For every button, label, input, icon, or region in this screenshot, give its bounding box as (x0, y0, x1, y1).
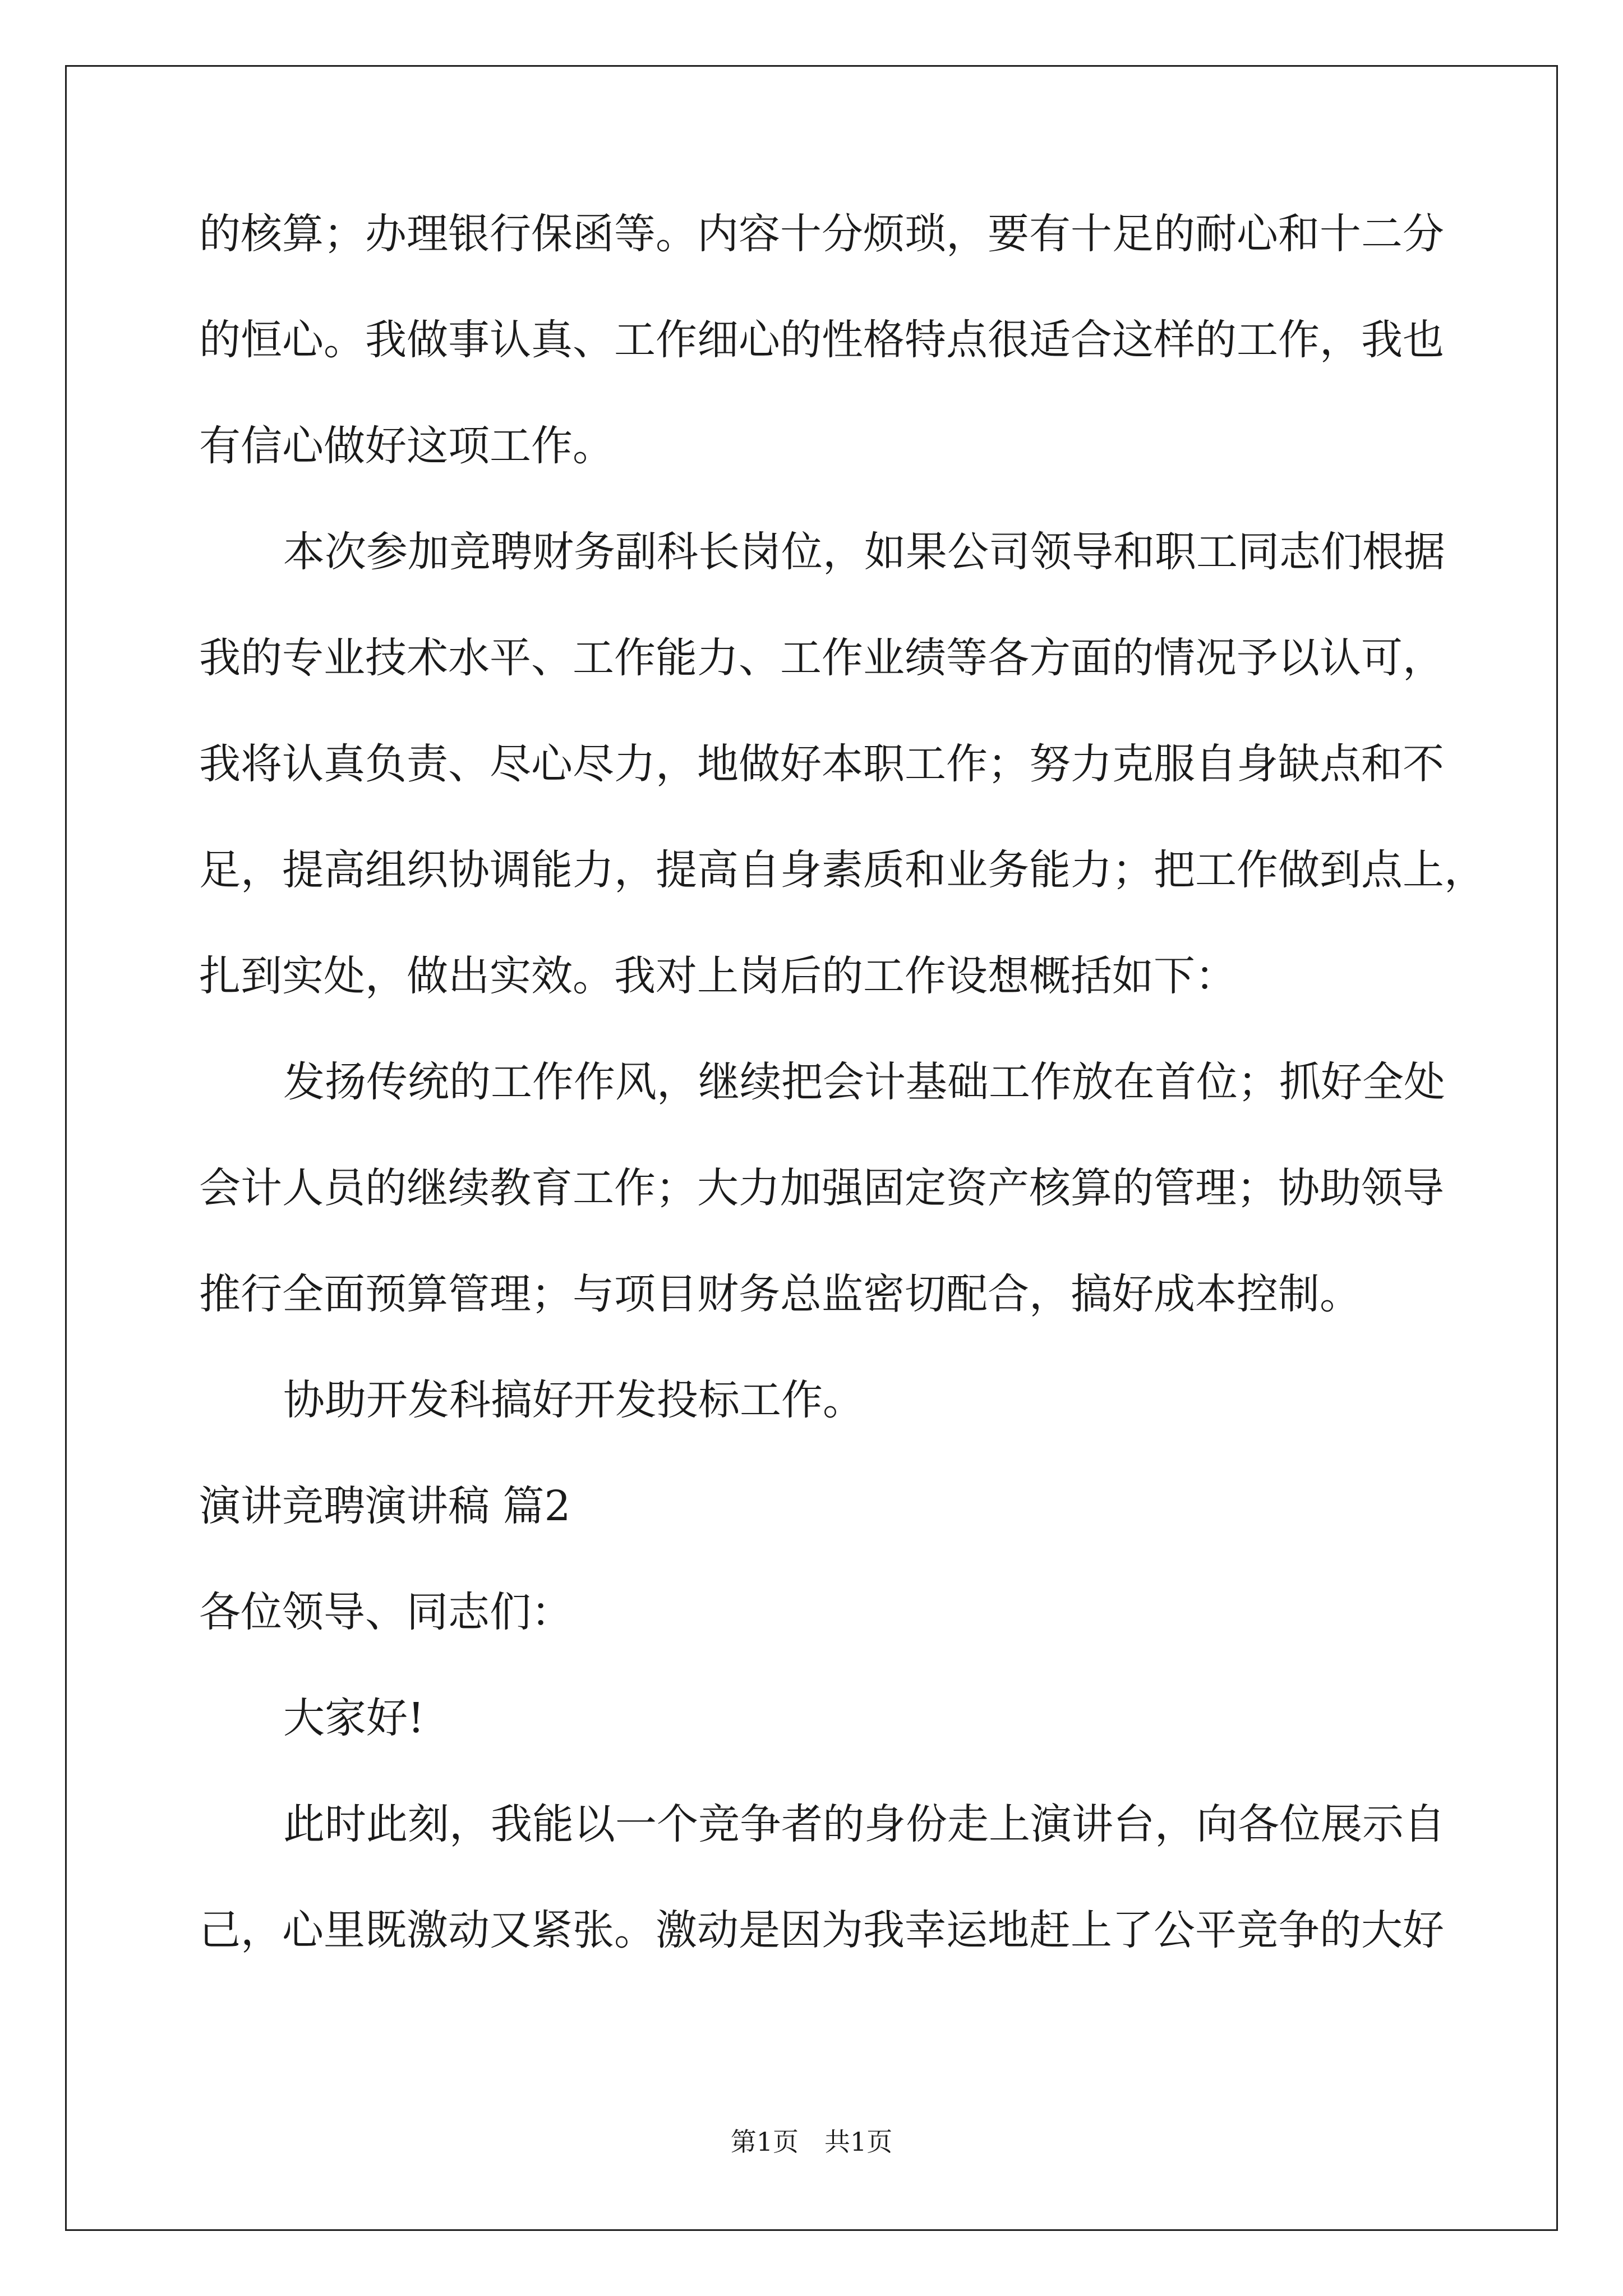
text-line: 有信心做好这项工作。 (199, 422, 614, 470)
paragraph-start: 发扬传统的工作作风，继续把会计基础工作放在首位；抓好全处 (283, 1058, 1445, 1106)
greeting: 大家好! (283, 1694, 425, 1742)
text-line: 我的专业技术水平、工作能力、工作业绩等各方面的情况予以认可， (199, 634, 1444, 682)
text-line: 己，心里既激动又紧张。激动是因为我幸运地赶上了公平竞争的大好 (199, 1906, 1444, 1954)
text-line: 会计人员的继续教育工作；大力加强固定资产核算的管理；协助领导 (199, 1164, 1444, 1212)
document-body (199, 210, 1486, 2016)
page-footer: 第1页 共1页 (730, 2127, 893, 2157)
text-line: 的核算；办理银行保函等。内容十分烦琐，要有十足的耐心和十二分 (199, 210, 1444, 258)
text-line: 扎到实处，做出实效。我对上岗后的工作设想概括如下： (199, 952, 1237, 1000)
text-line: 足，提高组织协调能力，提高自身素质和业务能力；把工作做到点上， (199, 846, 1486, 894)
section-heading: 演讲竞聘演讲稿 篇2 (199, 1482, 571, 1530)
paragraph-start: 本次参加竞聘财务副科长岗位，如果公司领导和职工同志们根据 (283, 528, 1445, 576)
paragraph-start: 此时此刻，我能以一个竞争者的身份走上演讲台，向各位展示自 (283, 1800, 1445, 1848)
salutation: 各位领导、同志们： (199, 1588, 573, 1636)
text-line: 推行全面预算管理；与项目财务总监密切配合，搞好成本控制。 (199, 1270, 1361, 1318)
text-line: 的恒心。我做事认真、工作细心的性格特点很适合这样的工作，我也 (199, 316, 1444, 364)
paragraph-start: 协助开发科搞好开发投标工作。 (283, 1376, 864, 1424)
text-line: 我将认真负责、尽心尽力，地做好本职工作；努力克服自身缺点和不 (199, 740, 1444, 788)
